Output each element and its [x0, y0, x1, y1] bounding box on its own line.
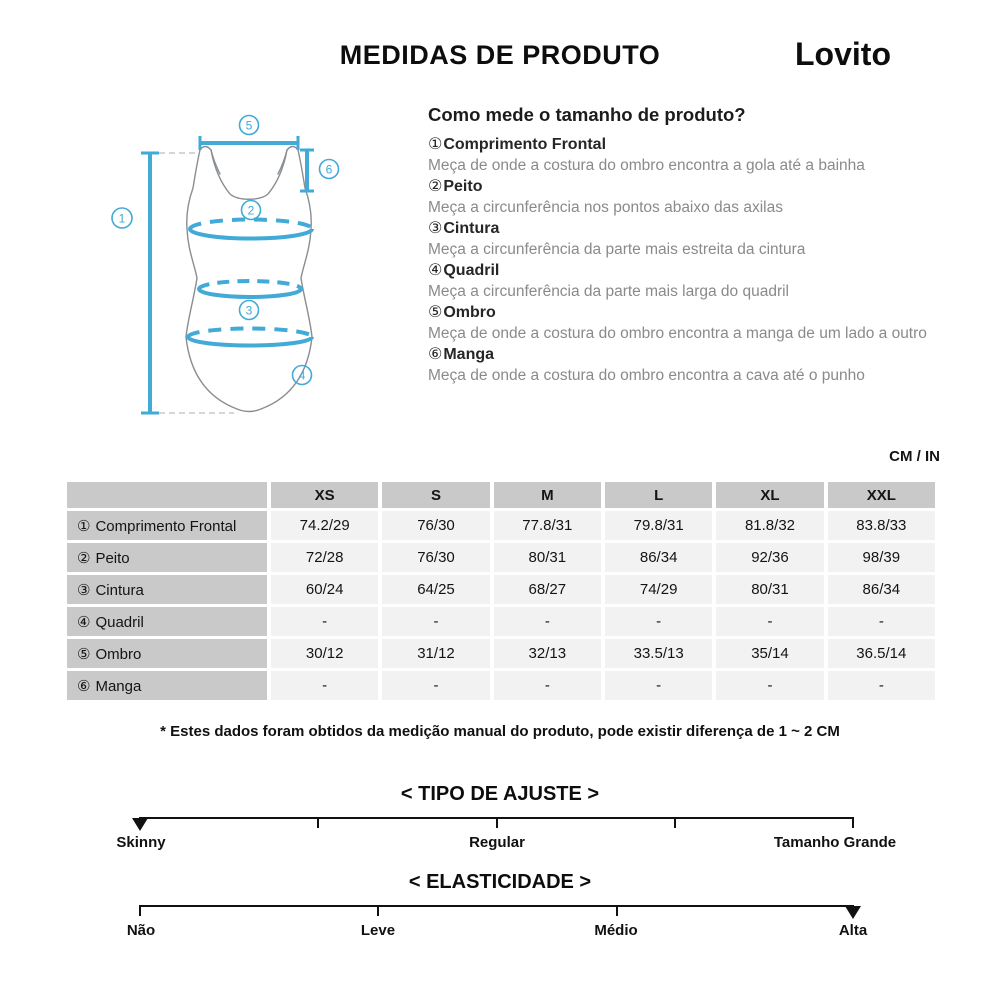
- size-col-header: XL: [716, 482, 823, 508]
- measure-item: [428, 176, 948, 218]
- size-cell: -: [271, 671, 378, 700]
- elasticity-scale-label: Médio: [594, 922, 638, 939]
- measure-item-desc: Meça de onde a costura do ombro encontra a gola até a bainha: [428, 157, 865, 174]
- measure-item-label: [428, 218, 948, 239]
- table-row: [67, 575, 935, 604]
- row-label-text: Peito: [95, 549, 130, 567]
- measure-item-desc: Meça a circunferência da parte mais estreita da cintura: [428, 241, 806, 258]
- size-cell: -: [828, 607, 935, 636]
- size-cell: 86/34: [605, 543, 712, 572]
- fit-scale-tick: [674, 817, 676, 828]
- measure-item-num: ②: [428, 178, 443, 195]
- size-cell: 86/34: [828, 575, 935, 604]
- size-cell: 81.8/32: [716, 511, 823, 540]
- size-cell: 60/24: [271, 575, 378, 604]
- row-label-text: Ombro: [95, 645, 142, 663]
- size-table-corner: [67, 482, 267, 508]
- units-label: CM / IN: [889, 448, 940, 465]
- measure-item: [428, 302, 948, 344]
- size-cell: 83.8/33: [828, 511, 935, 540]
- size-cell: 80/31: [716, 575, 823, 604]
- callout-5-num: 5: [245, 118, 253, 133]
- size-cell: 74/29: [605, 575, 712, 604]
- size-cell: 77.8/31: [494, 511, 601, 540]
- size-cell: -: [494, 671, 601, 700]
- row-num: ①: [77, 517, 91, 535]
- size-cell: -: [605, 607, 712, 636]
- row-label-text: Comprimento Frontal: [95, 517, 237, 535]
- elasticity-scale-tick: [139, 905, 141, 916]
- elasticity-scale-title: < ELASTICIDADE >: [408, 871, 592, 893]
- size-cell: 98/39: [828, 543, 935, 572]
- measure-item-num: ①: [428, 136, 443, 153]
- size-cell: 36.5/14: [828, 639, 935, 668]
- table-row: [67, 511, 935, 540]
- measure-item-desc: Meça de onde a costura do ombro encontra a manga de um lado a outro: [428, 325, 927, 342]
- measure-item-title: Comprimento Frontal: [443, 136, 607, 153]
- size-cell: 33.5/13: [605, 639, 712, 668]
- size-cell: -: [494, 607, 601, 636]
- how-to-panel: [428, 104, 948, 386]
- measure-item-label: [428, 176, 948, 197]
- callout-4-num: 4: [298, 368, 306, 383]
- measure-item: [428, 134, 948, 176]
- row-num: ④: [77, 613, 91, 631]
- size-col-header: S: [382, 482, 489, 508]
- size-cell: -: [605, 671, 712, 700]
- measure-item-title: Manga: [443, 346, 495, 363]
- elasticity-scale-tick: [616, 905, 618, 916]
- size-cell: -: [382, 607, 489, 636]
- elasticity-scale-line: [140, 905, 854, 907]
- fit-marker-icon: [132, 818, 148, 831]
- size-cell: 68/27: [494, 575, 601, 604]
- row-num: ③: [77, 581, 91, 599]
- size-cell: 76/30: [382, 543, 489, 572]
- size-cell: 74.2/29: [271, 511, 378, 540]
- size-cell: -: [716, 607, 823, 636]
- measure-item: [428, 218, 948, 260]
- garment-diagram: [60, 100, 420, 440]
- measure-item-title: Quadril: [443, 262, 500, 279]
- measure-item-label: [428, 302, 948, 323]
- size-cell: 76/30: [382, 511, 489, 540]
- size-col-header: XXL: [828, 482, 935, 508]
- measure-item-num: ⑥: [428, 346, 443, 363]
- page-title: MEDIDAS DE PRODUTO: [339, 40, 661, 70]
- measure-item-num: ④: [428, 262, 443, 279]
- size-table-header-row: [67, 482, 935, 508]
- size-row-label: [67, 511, 267, 540]
- size-row-label: [67, 575, 267, 604]
- callout-2-num: 2: [247, 203, 255, 218]
- elasticity-scale-tick: [377, 905, 379, 916]
- fit-scale-label: Regular: [469, 834, 525, 851]
- size-row-label: [67, 671, 267, 700]
- table-row: [67, 607, 935, 636]
- measure-item-title: Cintura: [443, 220, 500, 237]
- size-cell: -: [828, 671, 935, 700]
- row-num: ⑤: [77, 645, 91, 663]
- measure-item-label: [428, 260, 948, 281]
- size-row-label: [67, 607, 267, 636]
- row-num: ⑥: [77, 677, 91, 695]
- elasticity-scale-label: Não: [126, 922, 156, 939]
- measure-item-title: Ombro: [443, 304, 496, 321]
- row-num: ②: [77, 549, 91, 567]
- size-cell: -: [271, 607, 378, 636]
- fit-scale-tick: [852, 817, 854, 828]
- callout-3-num: 3: [245, 303, 253, 318]
- size-col-header: XS: [271, 482, 378, 508]
- size-cell: -: [716, 671, 823, 700]
- measure-item-num: ⑤: [428, 304, 443, 321]
- measure-item: [428, 260, 948, 302]
- brand-logo: Lovito: [795, 36, 891, 72]
- size-cell: 92/36: [716, 543, 823, 572]
- size-cell: -: [382, 671, 489, 700]
- measure-marks: [141, 136, 314, 413]
- row-label-text: Quadril: [95, 613, 144, 631]
- size-cell: 31/12: [382, 639, 489, 668]
- row-label-text: Cintura: [95, 581, 144, 599]
- fit-scale-tick: [317, 817, 319, 828]
- size-cell: 30/12: [271, 639, 378, 668]
- size-cell: 79.8/31: [605, 511, 712, 540]
- table-row: [67, 543, 935, 572]
- row-label-text: Manga: [95, 677, 142, 695]
- fit-scale-title: < TIPO DE AJUSTE >: [400, 783, 600, 805]
- measure-item-title: Peito: [443, 178, 483, 195]
- elasticity-scale-label: Leve: [360, 922, 396, 939]
- measure-item-label: [428, 344, 948, 365]
- measure-item-desc: Meça de onde a costura do ombro encontra a cava até o punho: [428, 367, 865, 384]
- measure-item-desc: Meça a circunferência nos pontos abaixo das axilas: [428, 199, 783, 216]
- size-cell: 72/28: [271, 543, 378, 572]
- fit-scale-tick: [496, 817, 498, 828]
- size-cell: 32/13: [494, 639, 601, 668]
- callout-6-num: 6: [325, 162, 333, 177]
- size-row-label: [67, 543, 267, 572]
- size-table: [63, 479, 939, 703]
- fit-scale-label: Tamanho Grande: [773, 834, 897, 851]
- table-row: [67, 639, 935, 668]
- measure-item-num: ③: [428, 220, 443, 237]
- table-row: [67, 671, 935, 700]
- measure-item-desc: Meça a circunferência da parte mais larga do quadril: [428, 283, 789, 300]
- elasticity-scale-label: Alta: [838, 922, 868, 939]
- footnote: * Estes dados foram obtidos da medição manual do produto, pode existir diferença de 1 ~ 2 CM: [160, 723, 840, 740]
- size-col-header: M: [494, 482, 601, 508]
- callout-1-num: 1: [118, 211, 126, 226]
- fit-scale-label: Skinny: [116, 834, 166, 851]
- size-cell: 80/31: [494, 543, 601, 572]
- measure-item: [428, 344, 948, 386]
- size-cell: 35/14: [716, 639, 823, 668]
- size-cell: 64/25: [382, 575, 489, 604]
- measure-item-label: [428, 134, 948, 155]
- elasticity-marker-icon: [845, 906, 861, 919]
- size-col-header: L: [605, 482, 712, 508]
- how-to-heading: Como mede o tamanho de produto?: [428, 104, 746, 125]
- size-row-label: [67, 639, 267, 668]
